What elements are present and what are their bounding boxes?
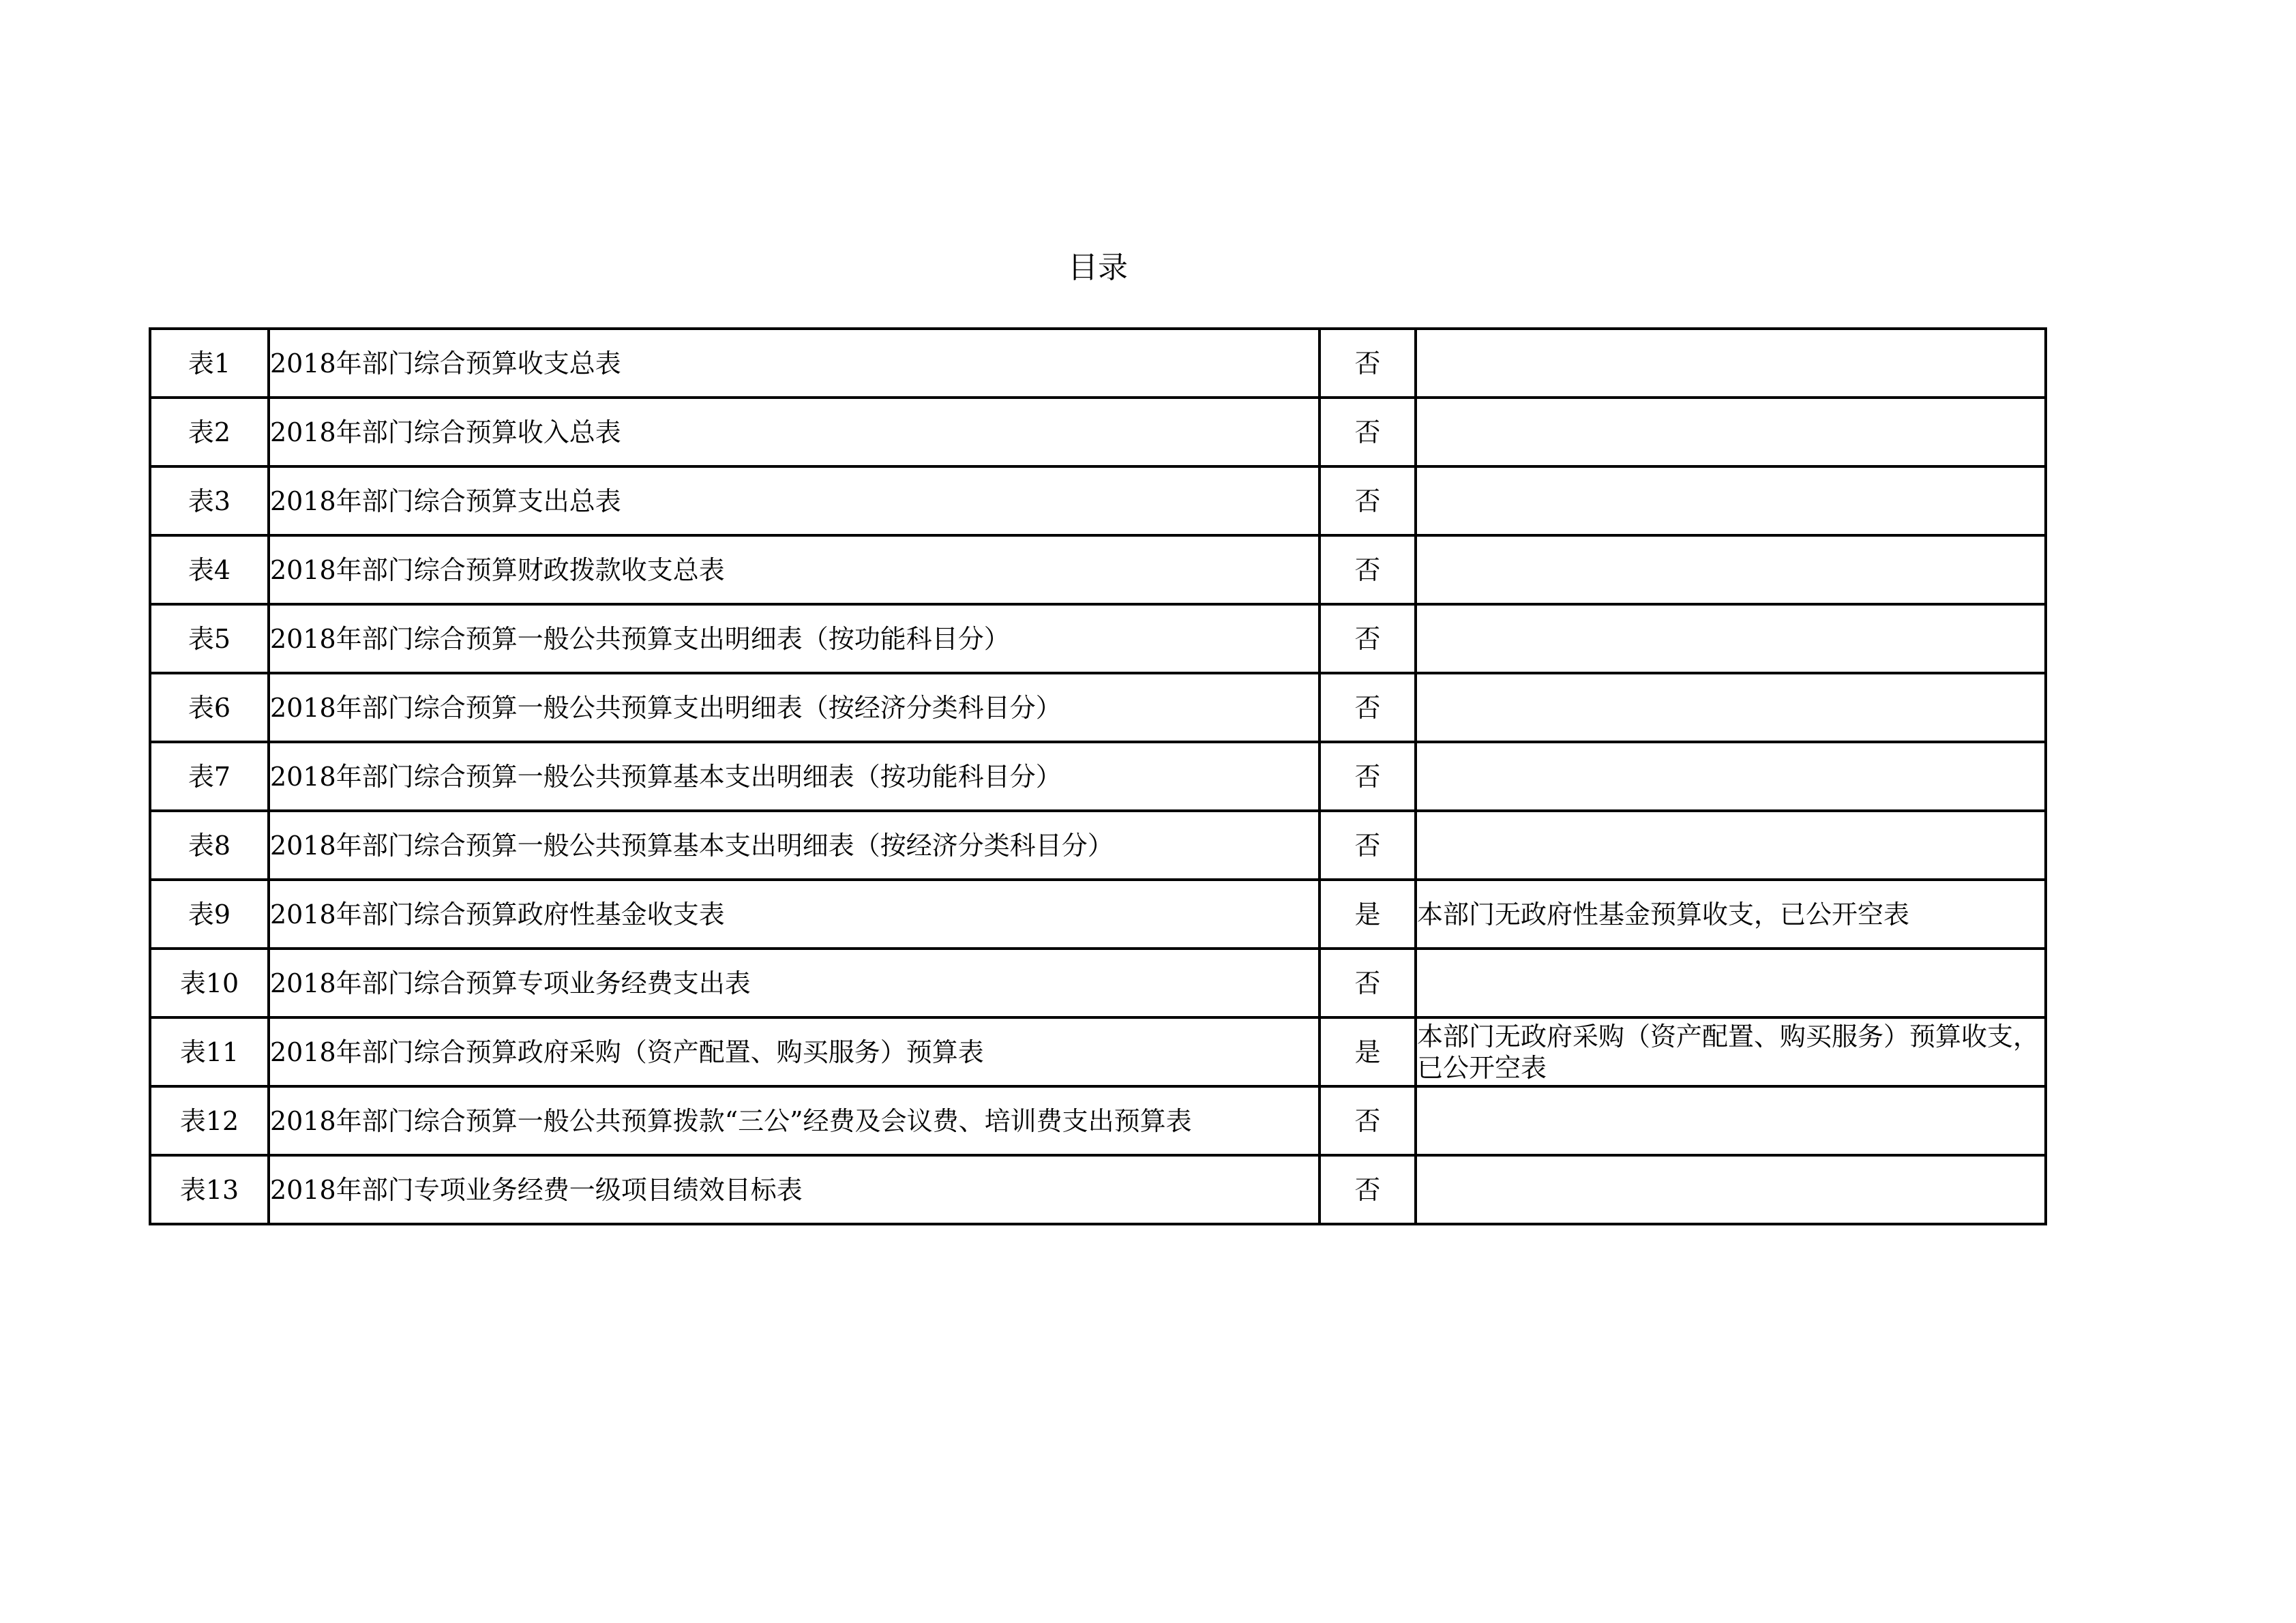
table-name-cell: 2018年部门综合预算政府性基金收支表: [269, 880, 1320, 949]
note-cell: [1416, 811, 2046, 880]
table-name-cell: 2018年部门综合预算一般公共预算基本支出明细表（按经济分类科目分）: [269, 811, 1320, 880]
table-name-cell: 2018年部门综合预算财政拨款收支总表: [269, 535, 1320, 604]
note-cell: 本部门无政府性基金预算收支，已公开空表: [1416, 880, 2046, 949]
empty-table-flag-cell: 否: [1320, 949, 1416, 1017]
table-row: [150, 1155, 2046, 1224]
table-number-cell: 表12: [150, 1086, 269, 1155]
note-cell: [1416, 535, 2046, 604]
table-row: [150, 673, 2046, 742]
note-cell: [1416, 466, 2046, 535]
empty-table-flag-cell: 否: [1320, 398, 1416, 466]
table-name-cell: 2018年部门综合预算一般公共预算支出明细表（按功能科目分）: [269, 604, 1320, 673]
note-cell: [1416, 673, 2046, 742]
table-row: [150, 398, 2046, 466]
table-number-cell: 表13: [150, 1155, 269, 1224]
empty-table-flag-cell: 否: [1320, 604, 1416, 673]
table-name-cell: 2018年部门综合预算一般公共预算拨款“三公”经费及会议费、培训费支出预算表: [269, 1086, 1320, 1155]
toc-table: [149, 327, 2047, 1225]
page-title: 目录: [1068, 250, 1128, 285]
table-number-cell: 表2: [150, 398, 269, 466]
table-name-cell: 2018年部门综合预算收支总表: [269, 329, 1320, 398]
empty-table-flag-cell: 否: [1320, 742, 1416, 811]
table-row: [150, 742, 2046, 811]
note-cell: [1416, 1086, 2046, 1155]
table-row: [150, 604, 2046, 673]
table-name-cell: 2018年部门综合预算一般公共预算基本支出明细表（按功能科目分）: [269, 742, 1320, 811]
note-cell: [1416, 604, 2046, 673]
empty-table-flag-cell: 是: [1320, 880, 1416, 949]
table-row: [150, 949, 2046, 1017]
note-cell: [1416, 949, 2046, 1017]
table-number-cell: 表5: [150, 604, 269, 673]
note-cell: [1416, 398, 2046, 466]
table-number-cell: 表7: [150, 742, 269, 811]
empty-table-flag-cell: 否: [1320, 466, 1416, 535]
table-row: [150, 811, 2046, 880]
toc-body: [150, 329, 2046, 1224]
table-number-cell: 表11: [150, 1017, 269, 1086]
table-row: [150, 1086, 2046, 1155]
table-name-cell: 2018年部门综合预算支出总表: [269, 466, 1320, 535]
note-cell: [1416, 329, 2046, 398]
table-name-cell: 2018年部门综合预算政府采购（资产配置、购买服务）预算表: [269, 1017, 1320, 1086]
table-row: [150, 329, 2046, 398]
table-row: [150, 1017, 2046, 1086]
empty-table-flag-cell: 否: [1320, 811, 1416, 880]
table-number-cell: 表9: [150, 880, 269, 949]
table-row: [150, 535, 2046, 604]
table-number-cell: 表3: [150, 466, 269, 535]
empty-table-flag-cell: 否: [1320, 535, 1416, 604]
empty-table-flag-cell: 否: [1320, 1155, 1416, 1224]
empty-table-flag-cell: 否: [1320, 1086, 1416, 1155]
table-name-cell: 2018年部门综合预算专项业务经费支出表: [269, 949, 1320, 1017]
note-cell: [1416, 1155, 2046, 1224]
note-cell: [1416, 742, 2046, 811]
table-row: [150, 466, 2046, 535]
table-name-cell: 2018年部门综合预算一般公共预算支出明细表（按经济分类科目分）: [269, 673, 1320, 742]
table-number-cell: 表4: [150, 535, 269, 604]
table-name-cell: 2018年部门综合预算收入总表: [269, 398, 1320, 466]
table-number-cell: 表8: [150, 811, 269, 880]
empty-table-flag-cell: 是: [1320, 1017, 1416, 1086]
table-number-cell: 表6: [150, 673, 269, 742]
table-row: [150, 880, 2046, 949]
empty-table-flag-cell: 否: [1320, 329, 1416, 398]
note-cell: 本部门无政府采购（资产配置、购买服务）预算收支，已公开空表: [1416, 1017, 2046, 1086]
table-number-cell: 表1: [150, 329, 269, 398]
table-name-cell: 2018年部门专项业务经费一级项目绩效目标表: [269, 1155, 1320, 1224]
table-number-cell: 表10: [150, 949, 269, 1017]
empty-table-flag-cell: 否: [1320, 673, 1416, 742]
